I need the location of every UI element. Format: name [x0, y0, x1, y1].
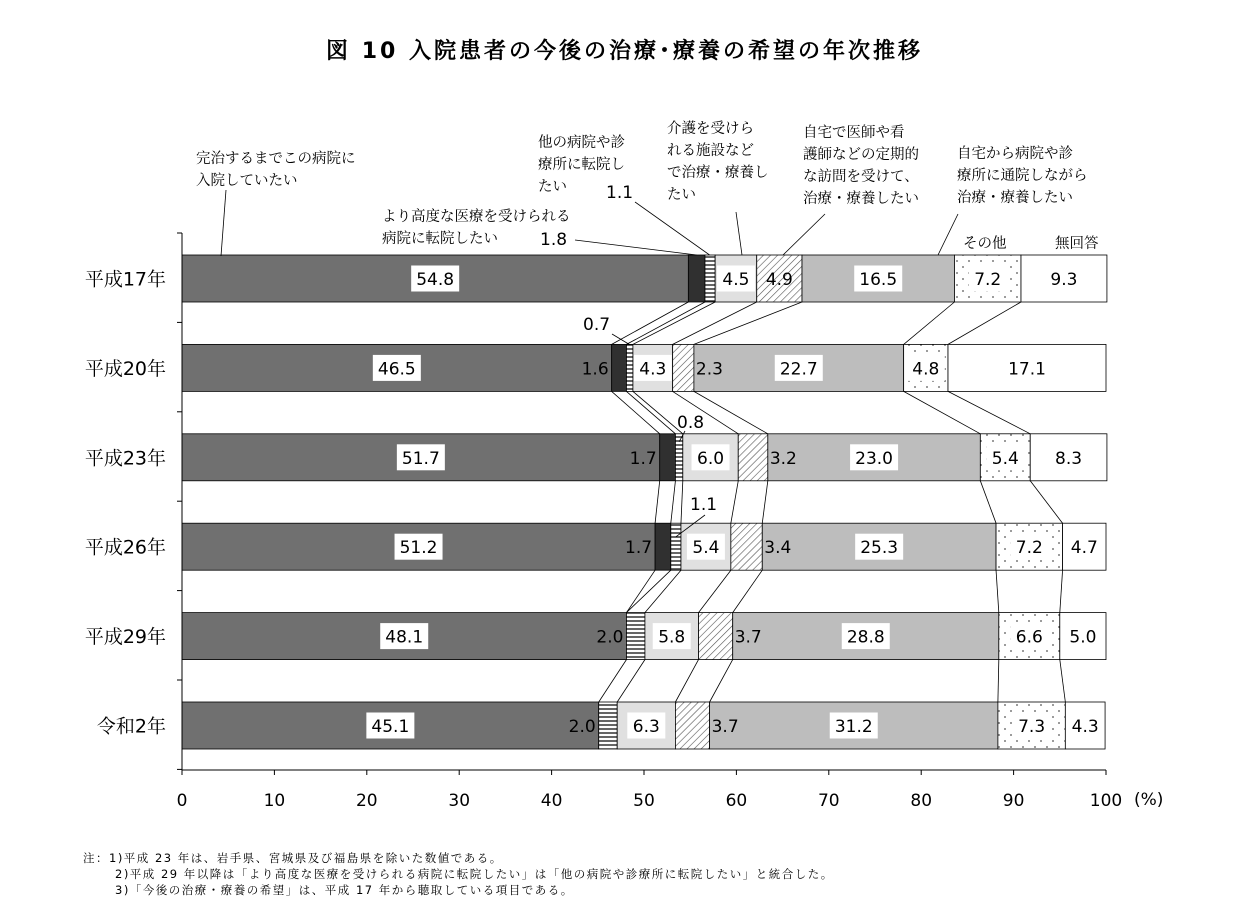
connector-line	[673, 302, 757, 344]
connector-line	[699, 570, 731, 612]
connector-line	[681, 481, 683, 523]
connector-line	[626, 570, 670, 612]
annotation-series-3: 他の病院や診	[538, 135, 625, 151]
data-label: 16.5	[859, 270, 898, 290]
callout-label: 1.1	[690, 495, 718, 515]
data-label: 25.3	[860, 538, 899, 559]
bar-segment	[626, 344, 632, 391]
bar-segment	[699, 613, 733, 660]
bar-segment	[673, 344, 694, 391]
annotation-series-4: で治療・療養し	[667, 165, 769, 181]
data-label: 46.5	[377, 359, 416, 380]
annotation-series-5: 自宅で医師や看	[803, 125, 905, 141]
connector-line	[904, 302, 955, 344]
annotation-series-2: 病院に転院したい	[382, 231, 498, 247]
data-label: 9.3	[1050, 270, 1078, 290]
footnote-1: 注：1)平成 23 年は、岩手県、宮城県及び福島県を除いた数値である。	[83, 851, 503, 865]
data-label: 17.1	[1008, 359, 1046, 380]
annotation-series-1: 完治するまでこの病院に	[196, 151, 356, 167]
connector-line	[1060, 660, 1066, 702]
data-label: 5.4	[991, 448, 1019, 469]
data-label: 2.0	[568, 717, 596, 737]
data-label: 7.2	[974, 270, 1002, 290]
bar-segment	[675, 434, 682, 481]
connector-line	[671, 481, 676, 523]
data-label: 1.7	[629, 448, 657, 469]
category-label: 平成29年	[84, 626, 166, 649]
connector-line	[1060, 570, 1063, 612]
callout-label: 1.1	[606, 183, 634, 203]
callout-leader	[575, 240, 697, 255]
connector-line	[731, 481, 738, 523]
connector-line	[904, 391, 981, 433]
annotation-series-4: れる施設など	[667, 143, 754, 159]
data-label: 6.3	[632, 717, 660, 737]
data-label: 6.0	[697, 448, 725, 469]
annotation-series-6: 療所に通院しながら	[957, 168, 1088, 184]
annotation-series-3: たい	[538, 179, 567, 195]
callout-label: 1.8	[540, 230, 568, 250]
data-label: 23.0	[855, 448, 894, 469]
x-tick-label: 10	[263, 791, 286, 811]
data-label: 28.8	[846, 627, 885, 648]
data-label: 1.6	[581, 359, 609, 380]
bar-segment	[731, 523, 762, 570]
data-label: 2.0	[596, 627, 624, 648]
x-tick-label: 70	[817, 791, 840, 811]
connector-line	[996, 570, 999, 612]
connector-line	[633, 391, 683, 433]
connector-line	[612, 391, 660, 433]
category-label: 平成23年	[84, 447, 166, 470]
data-label: 1.7	[625, 538, 653, 559]
annotation-leader	[736, 212, 742, 255]
connector-line	[599, 660, 627, 702]
data-label: 22.7	[779, 359, 818, 380]
data-label: 2.3	[695, 359, 723, 380]
data-label: 3.7	[711, 717, 739, 737]
bar-segment	[626, 613, 644, 660]
data-label: 48.1	[385, 627, 424, 648]
bar-segment	[655, 523, 671, 570]
annotation-series-5: な訪問を受けて、	[803, 169, 919, 185]
data-label: 4.5	[722, 270, 750, 290]
footnote-2: 2)平成 29 年以降は「より高度な医療を受けられる病院に転院したい」は「他の病院や診療所に転院したい」と統合した。	[115, 867, 834, 881]
annotation-series-1: 入院していたい	[196, 173, 298, 189]
footnote-3: 3)「今後の治療・療養の希望」は、平成 17 年から聴取している項目である。	[115, 883, 574, 897]
callout-label: 0.8	[677, 413, 705, 433]
x-tick-label: 80	[910, 791, 933, 811]
callout-label: 0.7	[583, 315, 611, 335]
x-tick-label: 30	[448, 791, 471, 811]
annotation-leader	[783, 214, 825, 255]
data-label: 4.8	[912, 359, 940, 380]
bar-segment	[738, 434, 768, 481]
bar-segment	[671, 523, 681, 570]
x-tick-label: 20	[355, 791, 378, 811]
x-tick-label: 0	[176, 791, 188, 811]
data-label: 5.8	[658, 627, 686, 648]
connector-line	[675, 660, 698, 702]
category-label: 平成17年	[84, 268, 166, 291]
data-label: 6.6	[1015, 627, 1043, 648]
data-label: 4.7	[1070, 538, 1098, 559]
connector-line	[626, 391, 675, 433]
data-label: 5.4	[692, 538, 720, 559]
data-label: 3.4	[764, 538, 792, 559]
data-label: 3.2	[769, 448, 797, 469]
annotation-series-6: 治療・療養したい	[957, 190, 1073, 206]
x-tick-label: 40	[540, 791, 563, 811]
annotation-series-6: 自宅から病院や診	[957, 146, 1073, 162]
annotation-series-4: 介護を受けら	[667, 121, 754, 137]
data-label: 7.2	[1015, 538, 1043, 559]
data-label: 4.3	[1071, 717, 1099, 737]
footnotes	[83, 850, 834, 898]
bar-segment	[705, 255, 715, 302]
bars	[182, 255, 1107, 749]
connector-line	[762, 481, 768, 523]
data-label: 45.1	[371, 717, 410, 737]
data-label: 51.2	[399, 538, 438, 559]
x-tick-label: 100	[1089, 791, 1123, 811]
connector-line	[1030, 481, 1062, 523]
annotation-series-3: 療所に転院し	[538, 157, 625, 173]
data-label: 51.7	[401, 448, 440, 469]
connector-line	[948, 302, 1021, 344]
data-label: 4.9	[765, 270, 793, 290]
connector-line	[710, 660, 733, 702]
connector-line	[980, 481, 996, 523]
annotation-series-5: 護師などの定期的	[803, 147, 919, 163]
x-tick-label: 90	[1002, 791, 1025, 811]
x-unit-label: (%)	[1134, 790, 1164, 810]
annotation-leader	[221, 190, 226, 256]
chart-title: 図 10 入院患者の今後の治療･療養の希望の年次推移	[326, 39, 923, 64]
x-tick-label: 60	[725, 791, 748, 811]
connector-line	[633, 302, 715, 344]
callout-leader	[635, 202, 710, 255]
bar-segment	[688, 255, 705, 302]
annotation-series-4: たい	[667, 187, 696, 203]
connector-line	[998, 660, 999, 702]
connector-line	[655, 481, 660, 523]
bar-segment	[612, 344, 627, 391]
connector-line	[626, 302, 705, 344]
connector-line	[617, 660, 645, 702]
category-label: 令和2年	[96, 715, 166, 738]
data-label: 7.3	[1018, 717, 1046, 737]
data-label: 4.3	[639, 359, 667, 380]
category-label: 平成20年	[84, 357, 166, 380]
bar-segment	[675, 702, 709, 749]
data-label: 3.7	[734, 627, 762, 648]
data-label: 54.8	[416, 270, 455, 290]
x-tick-label: 50	[633, 791, 655, 811]
annotation-series-7: その他	[963, 236, 1007, 252]
connector-line	[733, 570, 763, 612]
data-label: 8.3	[1055, 448, 1083, 469]
annotation-leader	[938, 214, 958, 255]
connector-line	[694, 302, 802, 344]
data-label: 5.0	[1069, 627, 1097, 648]
annotation-series-8: 無回答	[1055, 236, 1099, 252]
data-label: 31.2	[834, 717, 873, 737]
connector-line	[612, 302, 689, 344]
category-label: 平成26年	[84, 536, 166, 559]
connector-line	[948, 391, 1030, 433]
bar-segment	[599, 702, 617, 749]
bar-segment	[660, 434, 676, 481]
annotation-series-2: より高度な医療を受けられる	[382, 209, 571, 225]
annotation-series-5: 治療・療養したい	[803, 191, 919, 207]
